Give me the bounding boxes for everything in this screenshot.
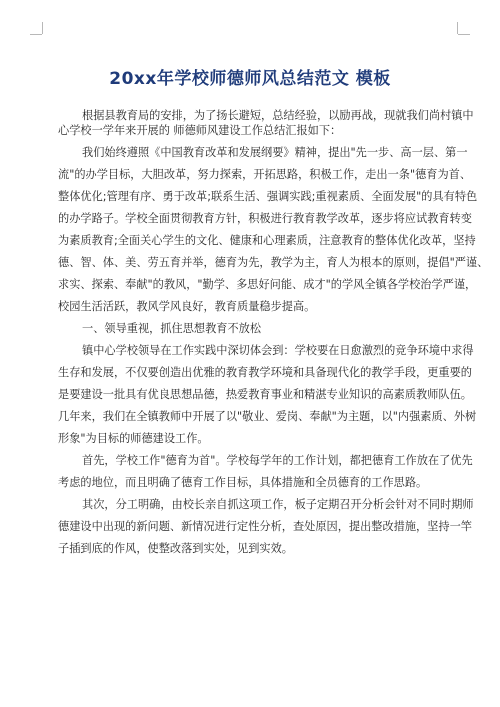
paragraph bbox=[58, 108, 474, 138]
text-line: 考虑的地位，而且明确了德育工作目标，具体措施和全员德育的工作思路。 bbox=[58, 476, 428, 489]
text-line: 根据县教育局的安排，为了扬长避短，总结经验，以励再战，现就我们尚村镇中 bbox=[82, 109, 474, 122]
paragraph bbox=[58, 453, 473, 490]
paragraph bbox=[58, 145, 489, 314]
document-title: 20xx年学校师德师风总结范文 模板 bbox=[109, 69, 391, 89]
text-line: 几年来，我们在全镇教师中开展了以"敬业、爱岗、奉献"为主题，以"内强素质、外树 bbox=[58, 410, 477, 423]
text-line: 是要建设一批具有优良思想品德，热爱教育事业和精湛专业知识的高素质教师队伍。 bbox=[58, 388, 472, 401]
crop-mark-top-right-h bbox=[458, 34, 470, 35]
text-line: 子插到底的作风，使整改落到实处，见到实效。 bbox=[58, 542, 293, 555]
crop-mark-top-right-v bbox=[457, 22, 458, 34]
section-heading bbox=[58, 321, 442, 336]
paragraph bbox=[58, 497, 474, 556]
text-line: 首先，学校工作"德育为首"。学校每学年的工作计划，都把德育工作放在了优先 bbox=[82, 454, 473, 467]
text-line: 一、领导重视，抓住思想教育不放松 bbox=[82, 322, 262, 335]
text-line: 德、智、体、美、劳五育并举，德育为先，教学为主，育人为根本的原则，提倡"严谨、 bbox=[58, 256, 489, 269]
text-line: 其次，分工明确，由校长亲自抓这项工作，板子定期召开分析会针对不同时期师 bbox=[82, 498, 474, 511]
text-line: 的办学路子。学校全面贯彻教育方针，积极进行教育教学改革，逐步将应试教育转变 bbox=[58, 212, 472, 225]
text-line: 形象"为目标的师德建设工作。 bbox=[58, 432, 209, 445]
text-line: 德建设中出现的新问题、新情况进行定性分析，查处原因，提出整改措施，坚持一竿 bbox=[58, 520, 472, 533]
text-line: 整体优化;管理有序、勇于改革;联系生活、强调实践;重视素质、全面发展"的具有特色 bbox=[58, 190, 478, 203]
text-line: 校园生活活跃，教风学风良好，教育质量稳步提高。 bbox=[58, 300, 316, 313]
text-line: 我们始终遵照《中国教育改革和发展纲要》精神，提出"先一步、高一层、第一 bbox=[82, 146, 468, 159]
crop-mark-top-left-h bbox=[30, 34, 42, 35]
text-line: 心学校一学年来开展的 师德师风建设工作总结汇报如下： bbox=[58, 124, 342, 137]
document-body bbox=[58, 108, 489, 556]
text-line: 生存和发展，不仅要创造出优雅的教育教学环境和具备现代化的教学手段，更重要的 bbox=[58, 366, 472, 379]
text-line: 求实、探索、奉献"的教风，"勤学、多思好问能、成才"的学风全镇各学校治学严谨， bbox=[58, 278, 477, 291]
text-line: 流"的办学目标，大胆改革，努力探索，开拓思路，积极工作，走出一条"德育为首、 bbox=[58, 168, 472, 181]
text-line: 为素质教育;全面关心学生的文化、健康和心理素质，注意教育的整体优化改革，坚持 bbox=[58, 234, 476, 247]
text-line: 镇中心学校领导在工作实践中深切体会到：学校要在日愈激烈的竞争环境中求得 bbox=[82, 344, 474, 357]
paragraph bbox=[58, 343, 477, 446]
crop-mark-top-left-v bbox=[42, 22, 43, 34]
